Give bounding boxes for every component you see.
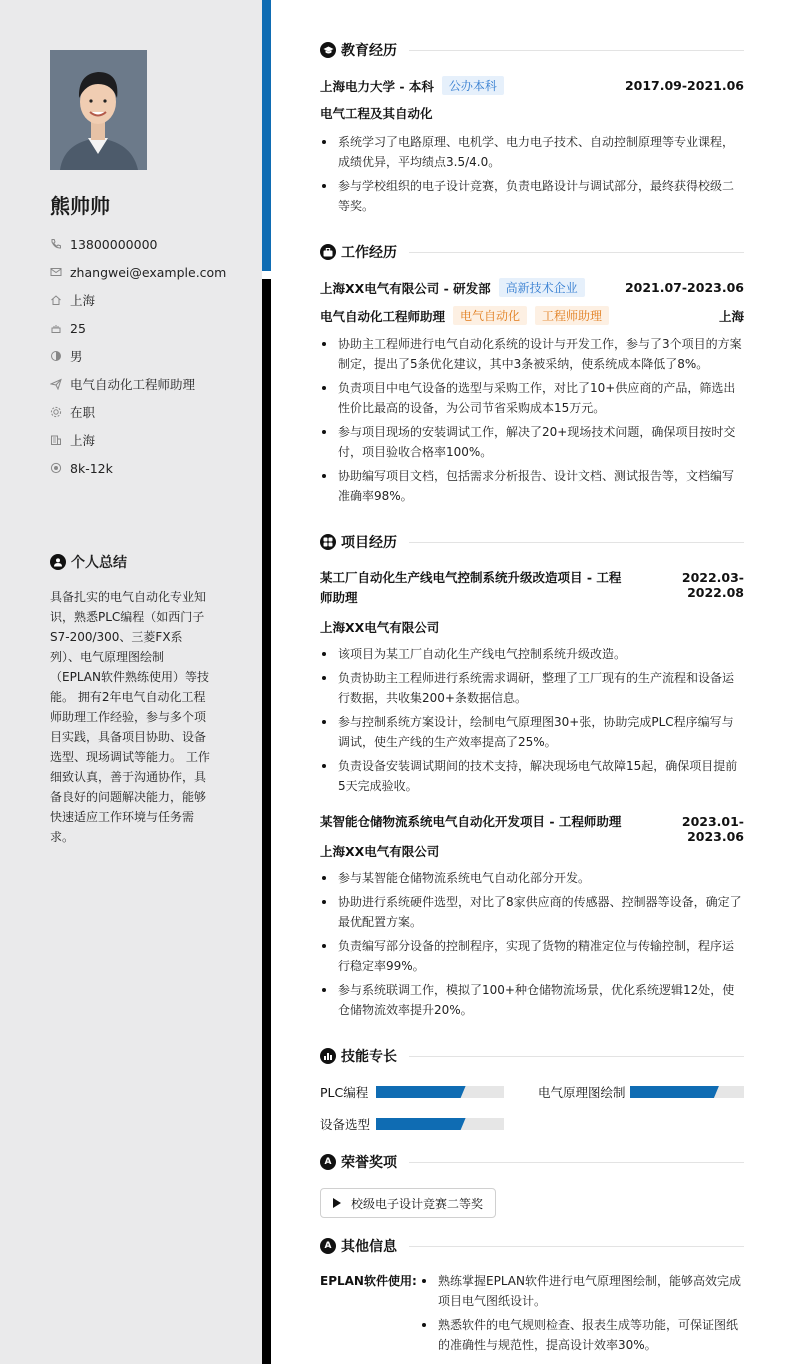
project-company: 上海XX电气有限公司 <box>320 620 440 635</box>
project-date: 2022.03-2022.08 <box>681 570 744 600</box>
list-item: 负责设备安装调试期间的技术支持，解决现场电气故障15起，确保项目提前5天完成验收。 <box>320 756 744 796</box>
work-company-row <box>320 278 744 297</box>
info-position <box>50 370 226 398</box>
work-position-row <box>320 306 744 325</box>
list-item: 参与项目现场的安装调试工作，解决了20+现场技术问题，确保项目按时交付，项目验收合格率100%。 <box>320 422 744 462</box>
project-date: 2023.01-2023.06 <box>681 814 744 844</box>
section-divider <box>409 252 744 253</box>
summary-heading <box>50 552 127 572</box>
list-item: 系统学习了电路原理、电机学、电力电子技术、自动控制原理等专业课程，成绩优异，平均绩点3.5/4.0。 <box>320 132 744 172</box>
skill-fill <box>630 1086 719 1098</box>
skill-name: PLC编程 <box>320 1085 369 1100</box>
projects-title: 项目经历 <box>341 535 397 551</box>
gender-text: 男 <box>70 349 83 364</box>
list-item: 协助进行系统硬件选型，对比了8家供应商的传感器、控制器等设备，确定了最优配置方案。 <box>320 892 744 932</box>
info-email <box>50 258 226 286</box>
location-text: 上海 <box>70 293 96 308</box>
info-location <box>50 286 226 314</box>
other-heading <box>320 1236 744 1256</box>
list-item: 参与学校组织的电子设计竞赛，负责电路设计与调试部分，最终获得校级二等奖。 <box>320 176 744 216</box>
divider-bar <box>262 279 271 1364</box>
info-phone <box>50 230 226 258</box>
bar-chart-icon <box>320 1048 336 1064</box>
education-heading <box>320 40 744 60</box>
cake-icon <box>50 322 62 334</box>
projects-heading <box>320 532 744 552</box>
skill-bar <box>376 1118 504 1130</box>
phone-text: 13800000000 <box>70 236 158 252</box>
summary-title: 个人总结 <box>71 555 127 571</box>
briefcase-icon <box>320 244 336 260</box>
skill-name: 设备选型 <box>320 1117 371 1132</box>
school-tag: 公办本科 <box>442 76 504 95</box>
project-bullets <box>320 868 744 1024</box>
list-item: 该项目为某工厂自动化生产线电气控制系统升级改造。 <box>320 644 744 664</box>
awards-heading <box>320 1152 744 1172</box>
avatar <box>50 50 147 170</box>
info-icon: A <box>320 1238 336 1254</box>
list-item: 负责协助主工程师进行系统需求调研，整理了工厂现有的生产流程和设备运行数据，共收集200+条数据信息。 <box>320 668 744 708</box>
graduation-cap-icon <box>320 42 336 58</box>
city-text: 上海 <box>70 433 96 448</box>
play-icon <box>333 1198 341 1208</box>
skills-heading <box>320 1046 744 1066</box>
section-divider <box>409 50 744 51</box>
gender-icon <box>50 350 62 362</box>
contact-info-list <box>50 230 226 482</box>
list-item: 协助主工程师进行电气自动化系统的设计与开发工作，参与了3个项目的方案制定，提出了5条优化建议，其中3条被采纳，使系统成本降低了8%。 <box>320 334 744 374</box>
info-salary <box>50 454 226 482</box>
profile-name: 熊帅帅 <box>50 194 110 218</box>
position-tag: 工程师助理 <box>535 306 609 325</box>
list-item: 熟悉软件的电气规则检查、报表生成等功能，可保证图纸的准确性与规范性，提高设计效率30%。 <box>420 1315 744 1355</box>
list-item: 负责编写部分设备的控制程序，实现了货物的精准定位与传输控制，程序运行稳定率99%。 <box>320 936 744 976</box>
send-icon <box>50 378 62 390</box>
skills-title: 技能专长 <box>341 1049 397 1065</box>
project-title: 某工厂自动化生产线电气控制系统升级改造项目 - 工程师助理 <box>320 570 622 605</box>
list-item: 熟练掌握EPLAN软件进行电气原理图绘制，能够高效完成项目电气图纸设计。 <box>420 1271 744 1311</box>
work-city: 上海 <box>718 308 744 324</box>
summary-text: 具备扎实的电气自动化专业知识，熟悉PLC编程（如西门子S7-200/300、三菱FX系列）、电气原理图绘制（EPLAN软件熟练使用）等技能。 拥有2年电气自动化工程师助理工作经验，参与多个项目实践，具备项目协助、设备选型、现场调试等能力。 工作细致认真，善于沟通协作，具备良好的问题解决能力，能够快速适应工作环境与任务需求。 <box>50 590 210 844</box>
education-title: 教育经历 <box>341 43 397 59</box>
position-tag: 电气自动化 <box>453 306 527 325</box>
other-title: 其他信息 <box>341 1239 397 1255</box>
home-icon <box>50 294 62 306</box>
mail-icon <box>50 266 62 278</box>
status-text: 在职 <box>70 405 96 420</box>
award-label: 校级电子设计竞赛二等奖 <box>351 1196 484 1211</box>
education-major-row <box>320 104 744 122</box>
award-item[interactable] <box>320 1188 496 1218</box>
grid-icon <box>320 534 336 550</box>
skill-fill <box>376 1086 466 1098</box>
list-item: 参与某智能仓储物流系统电气自动化部分开发。 <box>320 868 744 888</box>
list-item: 负责项目中电气设备的选型与采购工作，对比了10+供应商的产品，筛选出性价比最高的设备，为公司节省采购成本15万元。 <box>320 378 744 418</box>
info-gender <box>50 342 226 370</box>
other-bullets <box>420 1271 744 1359</box>
education-date: 2017.09-2021.06 <box>624 78 744 93</box>
position-name: 电气自动化工程师助理 <box>320 308 446 324</box>
awards-title: 荣誉奖项 <box>341 1155 397 1171</box>
major-name: 电气工程及其自动化 <box>320 106 433 121</box>
work-heading <box>320 242 744 262</box>
skill-name: 电气原理图绘制 <box>538 1085 626 1100</box>
phone-icon <box>50 238 62 250</box>
list-item: 协助编写项目文档，包括需求分析报告、设计文档、测试报告等，文档编写准确率98%。 <box>320 466 744 506</box>
info-age <box>50 314 226 342</box>
section-divider <box>409 1056 744 1057</box>
skill-fill <box>376 1118 466 1130</box>
list-item: 参与控制系统方案设计，绘制电气原理图30+张，协助完成PLC程序编写与调试，使生产线的生产效率提高了25%。 <box>320 712 744 752</box>
work-title: 工作经历 <box>341 245 397 261</box>
skill-bar <box>630 1086 744 1098</box>
building-icon <box>50 434 62 446</box>
work-date: 2021.07-2023.06 <box>624 280 744 295</box>
age-text: 25 <box>70 320 86 336</box>
section-divider <box>409 1246 744 1247</box>
position-text: 电气自动化工程师助理 <box>70 377 196 392</box>
company-tag: 高新技术企业 <box>499 278 585 297</box>
school-name: 上海电力大学 - 本科 <box>320 78 434 94</box>
award-icon: A <box>320 1154 336 1170</box>
info-city <box>50 426 226 454</box>
user-icon <box>50 554 66 570</box>
email-text: zhangwei@example.com <box>70 264 227 280</box>
info-status <box>50 398 226 426</box>
salary-text: 8k-12k <box>70 460 113 476</box>
education-school-row <box>320 76 744 95</box>
project-company: 上海XX电气有限公司 <box>320 844 440 859</box>
skill-bar <box>376 1086 504 1098</box>
project-title: 某智能仓储物流系统电气自动化开发项目 - 工程师助理 <box>320 814 622 829</box>
work-bullets <box>320 334 744 510</box>
list-item: 参与系统联调工作，模拟了100+种仓储物流场景，优化系统逻辑12处，使仓储物流效率提升20%。 <box>320 980 744 1020</box>
section-divider <box>409 1162 744 1163</box>
other-label: EPLAN软件使用: <box>320 1274 417 1288</box>
salary-icon <box>50 462 62 474</box>
accent-bar <box>262 0 271 271</box>
project-bullets <box>320 644 744 800</box>
company-name: 上海XX电气有限公司 - 研发部 <box>320 280 491 296</box>
education-bullets <box>320 132 744 220</box>
status-icon <box>50 406 62 418</box>
section-divider <box>409 542 744 543</box>
